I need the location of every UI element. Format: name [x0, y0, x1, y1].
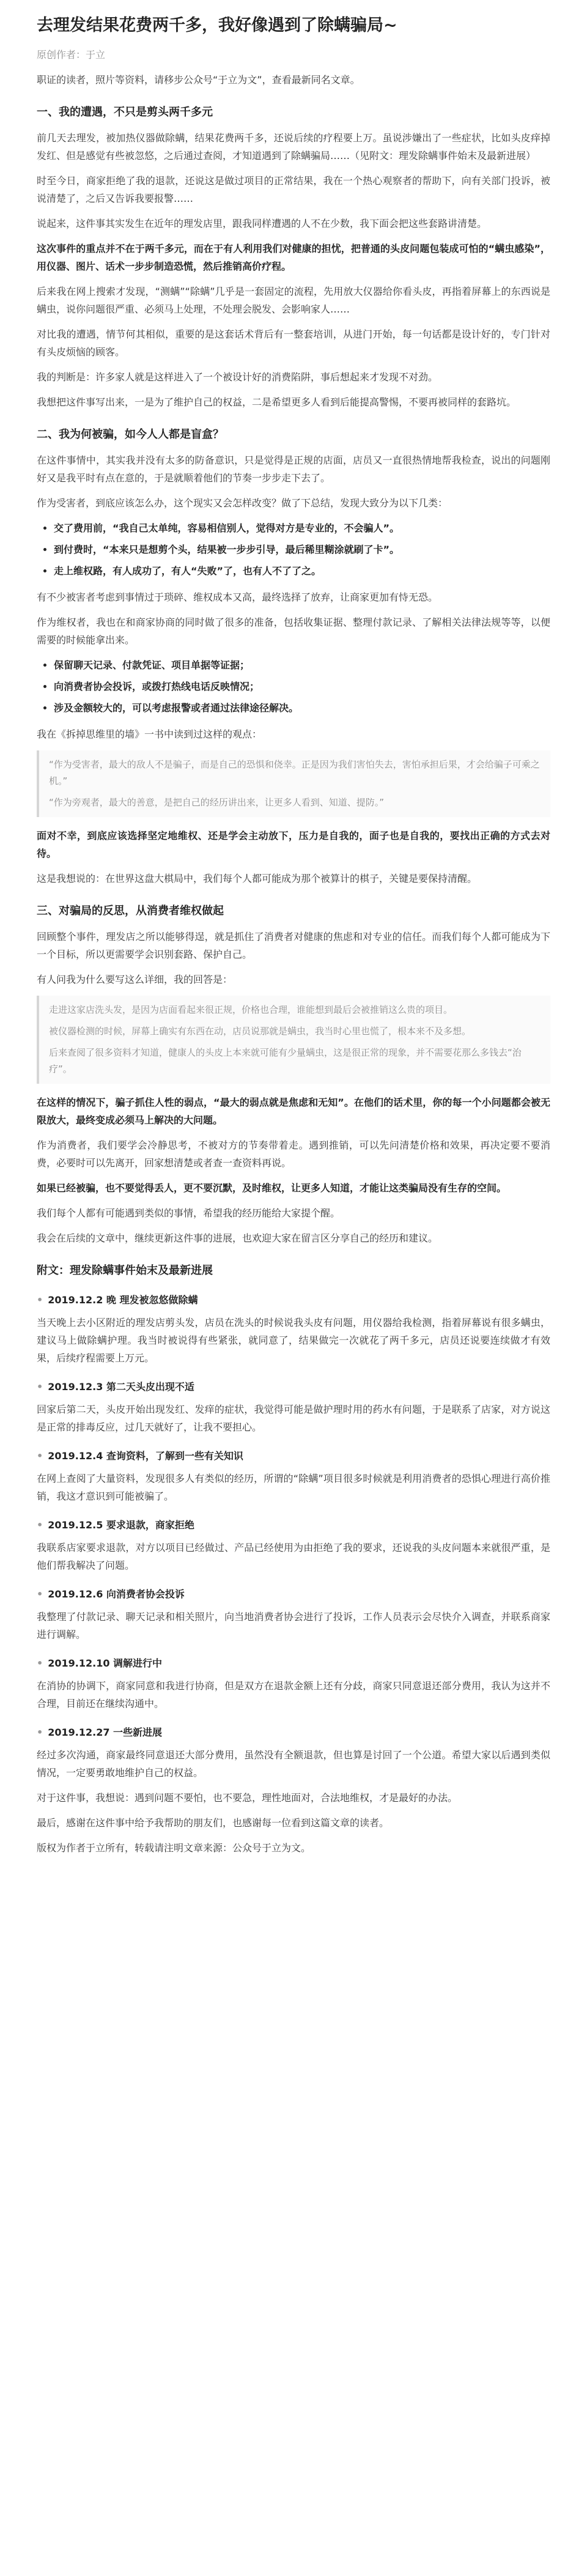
timeline-date: • 2019.12.10 调解进行中: [37, 1657, 163, 1669]
s1-paragraph-3: 说起来，这件事其实发生在近年的理发店里，跟我同样遭遇的人不在少数，我下面会把这些套路讲清楚。: [37, 218, 487, 229]
s1-paragraph-6: 对比我的遭遇，情节何其相似，重要的是这套话术背后有一整套培训，从进门开始，每一句话都是设计好的，专门针对有头皮烦恼的顾客。: [37, 328, 550, 358]
s3-paragraph-5: 如果已经被骗，也不要觉得丢人，更不要沉默，及时维权，让更多人知道，才能让这类骗局没有生存的空间。: [37, 1182, 507, 1194]
timeline-date: • 2019.12.27 一些新进展: [37, 1727, 163, 1738]
closing-paragraph-2: 最后，感谢在这件事中给予我帮助的朋友们，也感谢每一位看到这篇文章的读者。: [37, 1817, 389, 1829]
article-title: 去理发结果花费两千多，我好像遇到了除螨骗局~: [37, 16, 397, 35]
quote-block-1: [37, 750, 550, 817]
timeline-date: • 2019.12.5 要求退款，商家拒绝: [37, 1519, 194, 1531]
s1-paragraph-4: 这次事件的重点并不在于两千多元，而在于有人利用我们对健康的担忧，把普通的头皮问题包装成可怕的“螨虫感染”，用仪器、图片、话术一步步制造恐慌，然后推销高价疗程。: [37, 243, 550, 272]
timeline-text: 当天晚上去小区附近的理发店剪头发，店员在洗头的时候说我头皮有问题，用仪器给我检测，指着屏幕说有很多螨虫，建议马上做除螨护理。我当时被说得有些紧张，就同意了，结果做完一次就花了两千多元，店员还说要连续做才有效果，后续疗程需要上万元。: [37, 1317, 550, 1364]
s3-paragraph-2: 有人问我为什么要写这么详细，我的回答是：: [37, 974, 233, 985]
s2-paragraph-7: 这是我想说的：在世界这盘大棋局中，我们每个人都可能成为那个被算计的棋子，关键是要保持清醒。: [37, 873, 478, 884]
s1-paragraph-1: 前几天去理发，被加热仪器做除螨，结果花费两千多，还说后续的疗程要上万。虽说涉嫌出了一些症状，比如头皮痒掉发红、但是感觉有些被忽悠，之后通过查阅，才知道遇到了除螨骗局……（见附文：理发除螨事件始末及最新进展）: [37, 132, 550, 161]
timeline-date: • 2019.12.6 向消费者协会投诉: [37, 1588, 185, 1600]
s2-bullet-item: • 交了费用前，“我自己太单纯，容易相信别人，觉得对方是专业的，不会骗人”。: [54, 519, 550, 537]
s2-paragraph-2: 作为受害者，到底应该怎么办，这个现实又会怎样改变？做了下总结，发现大致分为以下几类：: [37, 497, 448, 509]
section-3-title: 三、对骗局的反思，从消费者维权做起: [37, 905, 224, 917]
appendix-title: 附文：理发除螨事件始末及最新进展: [37, 1264, 213, 1277]
closing-paragraph-1: 对于这件事，我想说：遇到问题不要怕，也不要急，理性地面对，合法地维权，才是最好的办法。: [37, 1792, 458, 1804]
s2-paragraph-1: 在这件事情中，其实我并没有太多的防备意识，只是觉得是正规的店面，店员又一直很热情地帮我检查，说出的问题刚好又是我平时有点在意的，于是就顺着他们的节奏一步步走下去了。: [37, 454, 550, 484]
quote-line: 后来查阅了很多资料才知道，健康人的头皮上本来就可能有少量螨虫，这是很正常的现象，并不需要花那么多钱去“治疗”。: [49, 1047, 522, 1075]
s2-paragraph-6: 面对不幸，到底应该选择坚定地维权、还是学会主动放下，压力是自我的，面子也是自我的，要找出正确的方式去对待。: [37, 830, 550, 859]
quote-line: 走进这家店洗头发，是因为店面看起来很正规，价格也合理，谁能想到最后会被推销这么贵的项目。: [49, 1004, 453, 1015]
timeline-date: • 2019.12.4 查询资料，了解到一些有关知识: [37, 1450, 243, 1462]
s2-paragraph-3: 有不少被害者考虑到事情过于琐碎、维权成本又高，最终选择了放弃，让商家更加有恃无恐。: [37, 591, 438, 603]
s2-bullet-item: • 走上维权路，有人成功了，有人“失败”了，也有人不了了之。: [54, 562, 550, 580]
author-meta: 原创作者：于立: [37, 49, 106, 61]
quote-line: “作为旁观者，最大的善意，是把自己的经历讲出来，让更多人看到、知道、提防。”: [49, 797, 385, 808]
timeline-bullet-icon: •: [37, 1588, 43, 1600]
s1-paragraph-7: 我的判断是：许多家人就是这样进入了一个被设计好的消费陷阱，事后想起来才发现不对劲。: [37, 371, 438, 383]
timeline-text: 在消协的协调下，商家同意和我进行协商，但是双方在退款金额上还有分歧，商家只同意退还部分费用，我认为这并不合理，目前还在继续沟通中。: [37, 1680, 550, 1709]
s2-paragraph-4: 作为维权者，我也在和商家协商的同时做了很多的准备，包括收集证据、整理付款记录、了解相关法律法规等等，以便需要的时候能拿出来。: [37, 616, 550, 646]
timeline-text: 在网上查阅了大量资料，发现很多人有类似的经历，所谓的“除螨”项目很多时候就是利用消费者的恐惧心理进行高价推销，我这才意识到可能被骗了。: [37, 1473, 550, 1502]
s2-bullet-item: • 到付费时，“本来只是想剪个头，结果被一步步引导，最后稀里糊涂就刷了卡”。: [54, 541, 550, 558]
s3-paragraph-1: 回顾整个事件，理发店之所以能够得逞，就是抓住了消费者对健康的焦虑和对专业的信任。而我们每个人都可能成为下一个目标，所以更需要学会识别套路、保护自己。: [37, 931, 550, 960]
timeline-bullet-icon: •: [37, 1657, 43, 1669]
s2-paragraph-5: 我在《拆掉思维里的墙》一书中读到过这样的观点：: [37, 728, 262, 740]
s2-bullet-list: [37, 519, 550, 580]
s2-bullet-item-2: • 向消费者协会投诉，或拨打热线电话反映情况；: [54, 678, 550, 695]
s3-paragraph-4: 作为消费者，我们要学会冷静思考，不被对方的节奏带着走。遇到推销，可以先问清楚价格和效果，再决定要不要消费，必要时可以先离开，回家想清楚或者查一查资料再说。: [37, 1139, 550, 1169]
s1-paragraph-2: 时至今日，商家拒绝了我的退款，还说这是做过项目的正常结果，我在一个热心观察者的帮助下，向有关部门投诉，被说清楚了，之后又告诉我要报警……: [37, 175, 550, 204]
timeline-text: 我整理了付款记录、聊天记录和相关照片，向当地消费者协会进行了投诉，工作人员表示会尽快介入调查，并联系商家进行调解。: [37, 1611, 550, 1640]
timeline-bullet-icon: •: [37, 1381, 43, 1393]
s2-bullet-list-2: [37, 656, 550, 717]
s3-paragraph-3: 在这样的情况下，骗子抓住人性的弱点，“最大的弱点就是焦虑和无知”。在他们的话术里，你的每一个小问题都会被无限放大，最终变成必须马上解决的大问题。: [37, 1097, 550, 1126]
timeline-bullet-icon: •: [37, 1727, 43, 1738]
timeline-date: • 2019.12.2 晚 理发被忽悠做除螨: [37, 1294, 198, 1306]
timeline-bullet-icon: •: [37, 1450, 43, 1462]
section-2-title: 二、我为何被骗，如今人人都是盲盒？: [37, 428, 224, 441]
s3-paragraph-7: 我会在后续的文章中，继续更新这件事的进展，也欢迎大家在留言区分享自己的经历和建议。: [37, 1232, 438, 1244]
timeline-bullet-icon: •: [37, 1294, 43, 1306]
s2-bullet-item-2: • 保留聊天记录、付款凭证、项目单据等证据；: [54, 656, 550, 674]
timeline-bullet-icon: •: [37, 1519, 43, 1531]
footer-note: 版权为作者于立所有，转载请注明文章来源：公众号于立为文。: [37, 1842, 311, 1854]
s3-paragraph-6: 我们每个人都有可能遇到类似的事情，希望我的经历能给大家提个醒。: [37, 1207, 341, 1219]
s1-paragraph-8: 我想把这件事写出来，一是为了维护自己的权益，二是希望更多人看到后能提高警惕，不要再被同样的套路坑。: [37, 396, 517, 408]
section-1-title: 一、我的遭遇，不只是剪头两千多元: [37, 106, 213, 119]
s1-paragraph-5: 后来我在网上搜索才发现，“测螨”“除螨”几乎是一套固定的流程，先用放大仪器给你看头皮，再指着屏幕上的东西说是螨虫，说你问题很严重、必须马上处理，不处理会脱发、会影响家人……: [37, 286, 550, 315]
timeline-text: 我联系店家要求退款，对方以项目已经做过、产品已经使用为由拒绝了我的要求，还说我的头皮问题本来就很严重，是他们帮我解决了问题。: [37, 1542, 550, 1571]
quote-block-2: [37, 996, 550, 1084]
timeline-text: 回家后第二天，头皮开始出现发红、发痒的症状，我觉得可能是做护理时用的药水有问题，于是联系了店家，对方说这是正常的排毒反应，过几天就好了，让我不要担心。: [37, 1404, 550, 1433]
quote-line: 被仪器检测的时候，屏幕上确实有东西在动，店员说那就是螨虫，我当时心里也慌了，根本来不及多想。: [49, 1026, 471, 1037]
quote-line: “作为受害者，最大的敌人不是骗子，而是自己的恐惧和侥幸。正是因为我们害怕失去，害怕承担后果，才会给骗子可乘之机。”: [49, 759, 540, 786]
timeline: [37, 1291, 550, 1782]
s2-bullet-item-2: • 涉及金额较大的，可以考虑报警或者通过法律途径解决。: [54, 699, 550, 717]
timeline-date: • 2019.12.3 第二天头皮出现不适: [37, 1381, 194, 1393]
timeline-text: 经过多次沟通，商家最终同意退还大部分费用，虽然没有全额退款，但也算是讨回了一个公道。希望大家以后遇到类似情况，一定要勇敢地维护自己的权益。: [37, 1749, 550, 1778]
intro-paragraph: 职证的读者，照片等资料，请移步公众号“于立为文”，查看最新同名文章。: [37, 74, 360, 86]
